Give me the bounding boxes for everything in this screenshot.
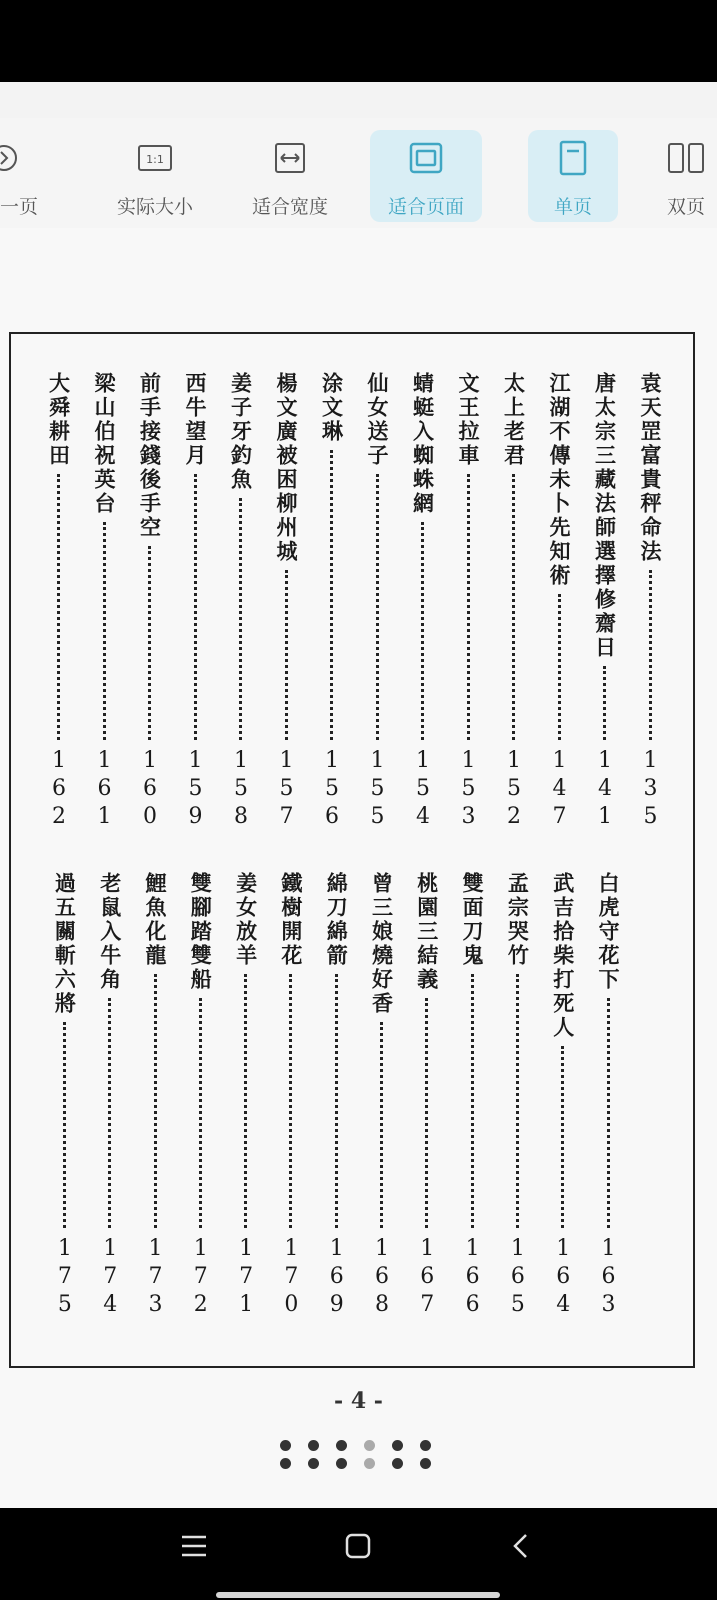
toc-entry-title: 大舜耕田 — [46, 372, 72, 468]
page-indicator-dot[interactable] — [420, 1440, 431, 1451]
toc-entry-title: 曾三娘燒好香 — [369, 872, 395, 1016]
toc-entry-title: 桃園三結義 — [414, 872, 440, 992]
toc-entry-page: 165 — [505, 1236, 531, 1320]
chevron-right-circle-icon — [0, 138, 30, 178]
toc-leader-dots — [425, 998, 428, 1228]
toc-entry — [362, 372, 392, 832]
page-indicator-dot[interactable] — [280, 1440, 291, 1451]
actual-size-button[interactable] — [103, 130, 207, 222]
toc-entry-title: 仙女送子 — [365, 372, 390, 468]
toc-entry-page: 172 — [188, 1236, 214, 1320]
toc-entry-page: 152 — [501, 748, 527, 832]
toc-entry-page: 174 — [97, 1236, 123, 1320]
toc-entry-page: 147 — [547, 748, 572, 832]
toc-entry-page: 173 — [143, 1236, 168, 1320]
toc-entry — [635, 372, 665, 832]
toc-leader-dots — [471, 974, 474, 1228]
toc-leader-dots — [194, 474, 197, 740]
fit-page-icon — [406, 138, 446, 178]
toc-entry — [408, 372, 438, 832]
toc-entry-title: 綿刀綿箭 — [324, 872, 350, 968]
toc-entry-page: 154 — [410, 748, 436, 832]
double-page-label: 双页 — [666, 196, 705, 218]
toc-entry — [367, 872, 397, 1320]
toc-entry-title: 文王拉車 — [456, 372, 481, 468]
page-indicator-dot[interactable] — [336, 1458, 347, 1469]
toc-leader-dots — [289, 974, 292, 1228]
fit-width-label: 适合宽度 — [251, 196, 328, 218]
page-indicator[interactable] — [280, 1440, 440, 1474]
toc-entry — [593, 872, 623, 1320]
toc-entry-title: 前手接錢後手空 — [137, 372, 163, 540]
actual-size-label: 实际大小 — [116, 196, 193, 218]
fit-width-icon — [270, 138, 310, 178]
toc-leader-dots — [421, 522, 424, 740]
toc-entry — [135, 372, 165, 832]
toc-entry-page: 155 — [365, 748, 390, 832]
status-bar — [0, 0, 717, 82]
toc-leader-dots — [512, 474, 515, 740]
svg-text:1:1: 1:1 — [146, 153, 164, 166]
toc-entry-page: 162 — [46, 748, 72, 832]
toc-entry-page: 171 — [233, 1236, 259, 1320]
toc-leader-dots — [376, 474, 379, 740]
page-indicator-dot[interactable] — [308, 1440, 319, 1451]
single-page-label: 单页 — [553, 196, 592, 218]
toc-entry-page: 163 — [596, 1236, 621, 1320]
fit-page-label: 适合页面 — [387, 196, 464, 218]
toc-entry-title: 老鼠入牛角 — [97, 872, 123, 992]
toc-entry-page: 153 — [456, 748, 481, 832]
toc-entry — [317, 372, 347, 832]
toc-leader-dots — [63, 1022, 66, 1228]
toc-entry — [502, 872, 532, 1320]
toc-entry-title: 孟宗哭竹 — [505, 872, 531, 968]
toc-entry — [499, 372, 529, 832]
page-indicator-dot[interactable] — [364, 1458, 375, 1469]
toc-entry — [271, 372, 301, 832]
toc-entry-title: 袁天罡富貴秤命法 — [638, 372, 663, 564]
toc-leader-dots — [57, 474, 60, 740]
prev-page-label: 一页 — [0, 196, 39, 218]
double-page-button[interactable] — [650, 130, 717, 222]
toc-entry-title: 鐵樹開花 — [278, 872, 304, 968]
fit-width-button[interactable] — [238, 130, 342, 222]
toc-entry — [89, 372, 119, 832]
scanned-page — [9, 332, 711, 1382]
system-nav-bar — [0, 1508, 717, 1600]
toc-leader-dots — [199, 998, 202, 1228]
toc-entry-page: 135 — [638, 748, 663, 832]
toc-entry — [457, 872, 487, 1320]
toc-entry-page: 164 — [550, 1236, 576, 1320]
toc-entry — [231, 872, 261, 1320]
toc-entry — [548, 872, 578, 1320]
single-page-button[interactable] — [528, 130, 618, 222]
toc-entry-page: 158 — [228, 748, 254, 832]
toc-entry-title: 涂文琳 — [319, 372, 345, 444]
toc-leader-dots — [380, 1022, 383, 1228]
toc-entry-page: 169 — [324, 1236, 350, 1320]
toc-leader-dots — [103, 522, 106, 740]
toc-entry — [321, 872, 351, 1320]
toc-leader-dots — [467, 474, 470, 740]
page-indicator-dot[interactable] — [280, 1458, 291, 1469]
page-number: - 4 - — [334, 1388, 383, 1414]
toc-entry — [44, 372, 74, 832]
page-indicator-dot[interactable] — [364, 1440, 375, 1451]
page-indicator-dot[interactable] — [420, 1458, 431, 1469]
toc-leader-dots — [561, 1046, 564, 1228]
toc-entry-title: 蜻蜓入蜘蛛網 — [410, 372, 436, 516]
toc-entry-title: 姜子牙釣魚 — [228, 372, 254, 492]
toc-entry-title: 白虎守花下 — [596, 872, 621, 992]
toc-entry-title: 過五關斬六將 — [52, 872, 78, 1016]
toc-leader-dots — [335, 974, 338, 1228]
toc-entry-page: 175 — [52, 1236, 78, 1320]
home-icon[interactable] — [336, 1524, 380, 1568]
toc-entry-page: 167 — [414, 1236, 440, 1320]
page-indicator-dot[interactable] — [392, 1458, 403, 1469]
fit-page-button[interactable] — [370, 130, 482, 222]
toc-entry-page: 160 — [137, 748, 163, 832]
toc-entry — [185, 872, 215, 1320]
toc-entry-title: 楊文廣被困柳州城 — [274, 372, 299, 564]
toc-entry-page: 170 — [278, 1236, 304, 1320]
toc-leader-dots — [244, 974, 247, 1228]
toc-leader-dots — [239, 498, 242, 740]
toc-entry-page: 166 — [460, 1236, 486, 1320]
toc-entry-page: 159 — [183, 748, 208, 832]
toc-entry — [180, 372, 210, 832]
prev-page-button[interactable] — [0, 130, 50, 222]
single-page-icon — [553, 138, 593, 178]
toc-leader-dots — [285, 570, 288, 740]
toc-entry — [140, 872, 170, 1320]
toc-entry-title: 梁山伯祝英台 — [92, 372, 117, 516]
toc-entry-title: 雙面刀鬼 — [460, 872, 486, 968]
double-page-icon — [666, 138, 706, 178]
toc-leader-dots — [154, 974, 157, 1228]
toc-entry — [49, 872, 79, 1320]
viewer-top-strip — [0, 82, 717, 118]
toc-entry-title: 武吉拾柴打死人 — [550, 872, 576, 1040]
toc-leader-dots — [516, 974, 519, 1228]
page-indicator-dot[interactable] — [336, 1440, 347, 1451]
toc-entry — [453, 372, 483, 832]
view-toolbar — [0, 118, 717, 228]
toc-entry — [95, 872, 125, 1320]
toc-leader-dots — [108, 998, 111, 1228]
toc-entry-title: 鯉魚化龍 — [143, 872, 168, 968]
toc-entry-page: 161 — [92, 748, 117, 832]
toc-leader-dots — [148, 546, 151, 740]
toc-entry — [276, 872, 306, 1320]
toc-entry-page: 141 — [592, 748, 618, 832]
home-indicator — [216, 1592, 500, 1598]
toc-entry-page: 157 — [274, 748, 299, 832]
toc-entry-title: 西牛望月 — [183, 372, 208, 468]
toc-entry — [226, 372, 256, 832]
toc-entry-title: 姜女放羊 — [233, 872, 259, 968]
document-viewport[interactable] — [0, 228, 717, 1508]
toc-entry-title: 唐太宗三藏法師選擇修齋日 — [592, 372, 618, 660]
toc-entry-title: 太上老君 — [501, 372, 527, 468]
page-indicator-dot[interactable] — [308, 1458, 319, 1469]
back-icon[interactable] — [500, 1524, 544, 1568]
menu-icon[interactable] — [172, 1524, 216, 1568]
toc-entry — [412, 872, 442, 1320]
toc-leader-dots — [330, 450, 333, 740]
toc-entry-title: 江湖不傳未卜先知術 — [547, 372, 572, 588]
page-indicator-dot[interactable] — [392, 1440, 403, 1451]
toc-entry — [590, 372, 620, 832]
actual-size-icon — [135, 138, 175, 178]
toc-leader-dots — [607, 998, 610, 1228]
toc-leader-dots — [603, 666, 606, 740]
toc-leader-dots — [649, 570, 652, 740]
toc-leader-dots — [558, 594, 561, 740]
toc-entry-page: 156 — [319, 748, 345, 832]
toc-entry-title: 雙腳踏雙船 — [188, 872, 214, 992]
toc-entry-page: 168 — [369, 1236, 395, 1320]
toc-entry — [544, 372, 574, 832]
